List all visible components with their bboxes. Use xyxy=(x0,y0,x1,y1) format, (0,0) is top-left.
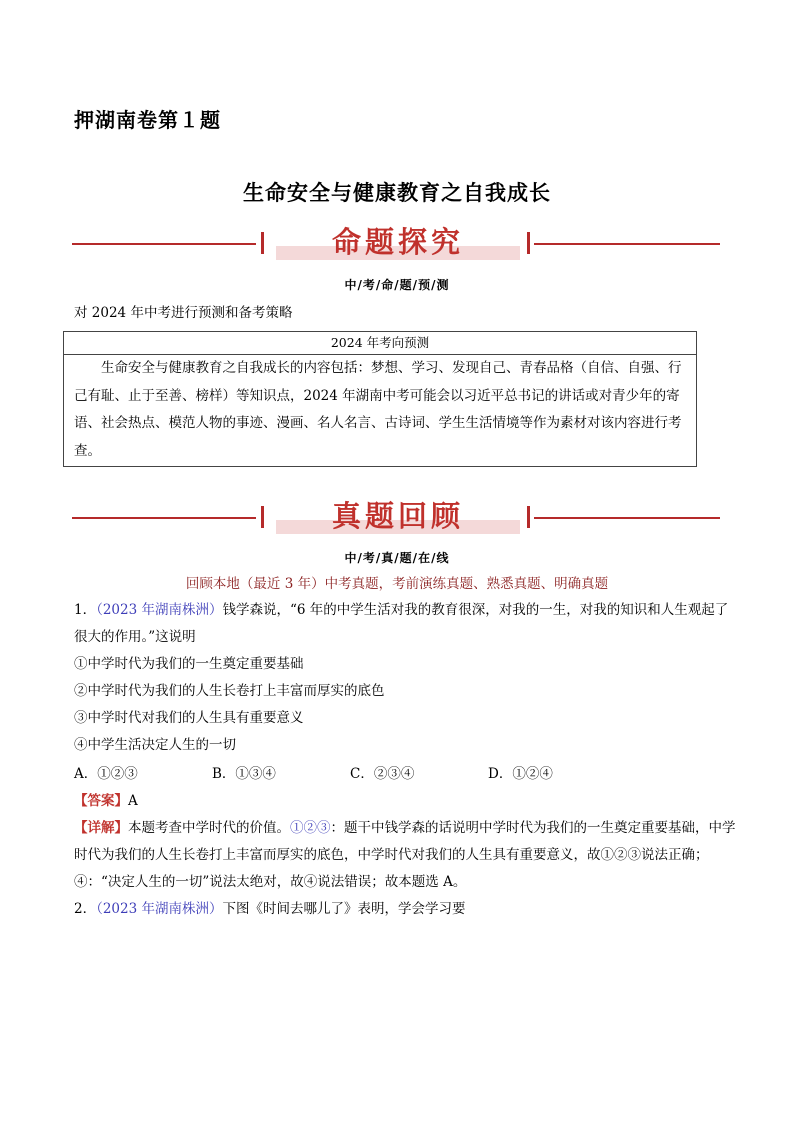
detail-text-b: ①②③ xyxy=(290,820,331,836)
question-1-answer xyxy=(74,788,734,815)
banner-subtitle: 中/考/真/题/在/线 xyxy=(344,551,450,565)
detail-text-a: 本题考查中学时代的价值。 xyxy=(128,820,290,836)
question-text: 钱学森说，“6 年的中学生活对我的教育很深，对我的一生，对我的知识和人生观起了很大的作用。”这说明 xyxy=(74,602,729,645)
review-line: 回顾本地（最近 3 年）中考真题，考前演练真题、熟悉真题、明确真题 xyxy=(185,576,609,592)
forecast-box xyxy=(63,331,697,467)
option-d: D．①②④ xyxy=(488,766,553,782)
banner-title: 命题探究 xyxy=(331,225,464,259)
section-banner-review xyxy=(72,496,720,540)
question-2-stem xyxy=(74,896,734,923)
question-number: 1． xyxy=(74,602,97,618)
page-heading: 押湖南卷第１题 xyxy=(74,108,221,132)
question-1-item: ③中学时代对我们的人生具有重要意义 xyxy=(74,710,304,726)
banner-tick-right xyxy=(527,506,530,528)
forecast-box-body: 生命安全与健康教育之自我成长的内容包括：梦想、学习、发现自己、青春品格（自信、自强、行己有耻、止于至善、榜样）等知识点，2024 年湖南中考可能会以习近平总书记的讲话或对青少年的寄语、社会热点、模范人物的事迹、漫画、名人名言、古诗词、学生生活情境等作为素材对该内容进行考查。 xyxy=(74,360,682,459)
question-source: （2023 年湖南株洲） xyxy=(96,901,223,917)
question-text: 下图《时间去哪儿了》表明，学会学习要 xyxy=(222,901,466,917)
section-banner-forecast xyxy=(72,222,720,266)
question-source: （2023 年湖南株洲） xyxy=(96,602,223,618)
detail-tag: 【详解】 xyxy=(74,820,128,836)
banner-tick-left xyxy=(261,232,264,254)
banner-line-left xyxy=(72,243,256,245)
question-1-item: ①中学时代为我们的一生奠定重要基础 xyxy=(74,656,304,672)
question-1-detail xyxy=(74,815,736,896)
question-1-options xyxy=(74,762,553,782)
strategy-line: 对 2024 年中考进行预测和备考策略 xyxy=(74,305,293,321)
option-b: B．①③④ xyxy=(212,766,276,782)
forecast-box-head: 2024 年考向预测 xyxy=(64,332,696,355)
option-c: C．②③④ xyxy=(350,766,415,782)
banner-subtitle: 中/考/命/题/预/测 xyxy=(344,278,450,292)
answer-tag: 【答案】 xyxy=(74,793,128,809)
banner-line-right xyxy=(534,243,720,245)
page-title: 生命安全与健康教育之自我成长 xyxy=(243,180,551,205)
option-a: A．①②③ xyxy=(74,766,138,782)
banner-tick-left xyxy=(261,506,264,528)
answer-value: A xyxy=(128,793,138,809)
banner-line-right xyxy=(534,517,720,519)
banner-line-left xyxy=(72,517,256,519)
question-1-item: ④中学生活决定人生的一切 xyxy=(74,737,236,753)
question-1-stem xyxy=(74,597,734,651)
detail-text-c: ：题干中钱学森的话说明中学时代为我们的一生奠定重要基础，中学时代为我们的人生长卷打上丰富而厚实的底色，中学时代对我们的人生具有重要意义，故①②③说法正确；④：“决定人生的一切”说法太绝对，故④说法错误；故本题选 A。 xyxy=(74,820,736,890)
question-number: 2． xyxy=(74,901,97,917)
banner-title: 真题回顾 xyxy=(331,499,464,533)
banner-tick-right xyxy=(527,232,530,254)
question-1-item: ②中学时代为我们的人生长卷打上丰富而厚实的底色 xyxy=(74,683,385,699)
